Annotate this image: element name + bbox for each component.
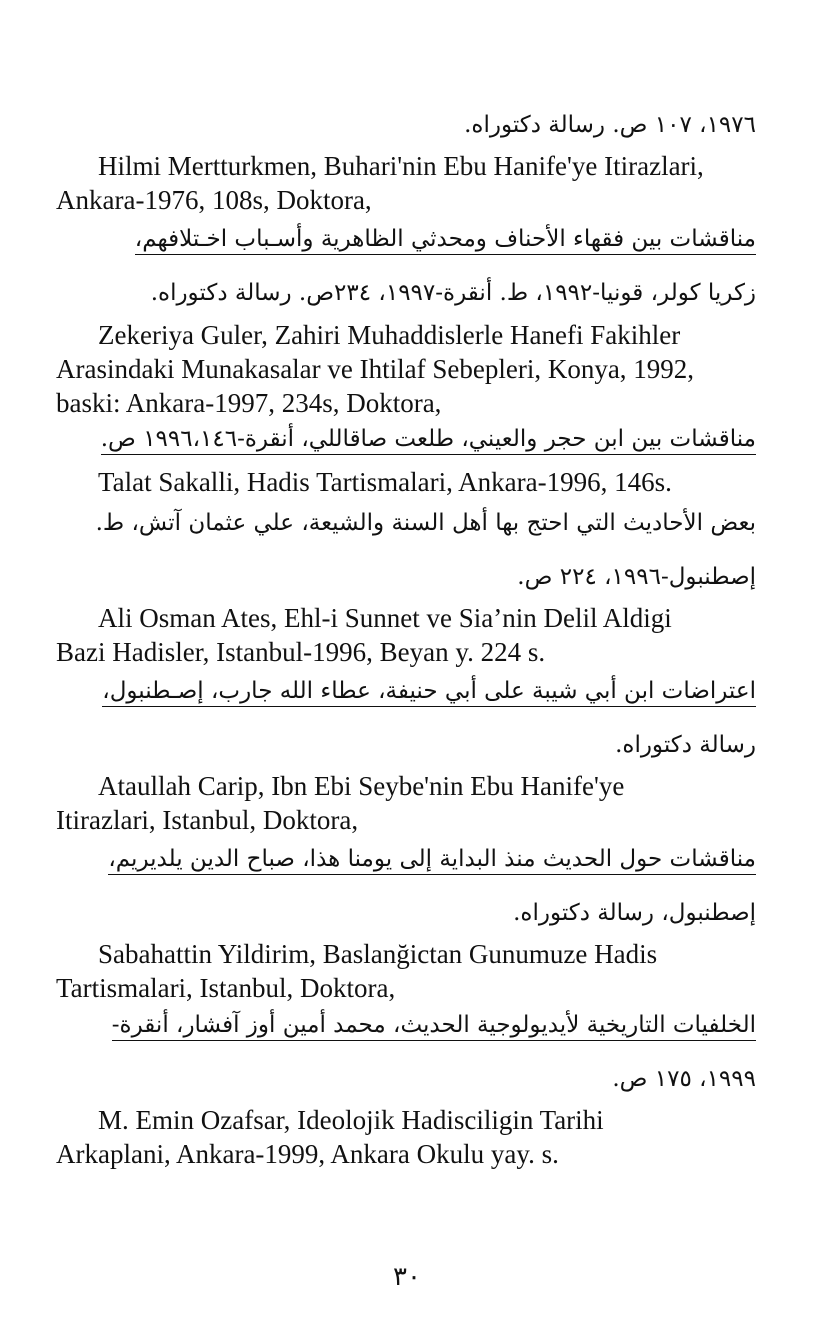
arabic-citation-line: زكريا كولر، قونيا-١٩٩٢، ط. أنقرة-١٩٩٧، ٢٣٤ص. رسالة دكتوراه. [150, 280, 756, 306]
arabic-title-line [102, 678, 756, 704]
arabic-title-line [112, 1012, 756, 1038]
arabic-citation-line: رسالة دكتوراه. [615, 732, 756, 758]
turkish-citation-line: Hilmi Mertturkmen, Buhari'nin Ebu Hanife'ye Itirazlari, [98, 151, 704, 181]
page-number: ٣٠ [393, 1262, 421, 1292]
arabic-citation-line: بعض الأحاديث التي احتج بها أهل السنة والشيعة، علي عثمان آتش، ط. [95, 510, 756, 536]
arabic-citation-line: ١٩٧٦، ١٠٧ ص. رسالة دكتوراه. [464, 112, 756, 138]
turkish-citation-line: Ankara-1976, 108s, Doktora, [56, 185, 372, 215]
arabic-citation-line: إصطنبول، رسالة دكتوراه. [513, 900, 756, 926]
arabic-citation-line [101, 426, 756, 452]
arabic-title-underlined: مناقشات حول الحديث منذ البداية إلى يومنا هذا، صباح الدين يلديريم، [108, 846, 756, 875]
turkish-citation-line: Zekeriya Guler, Zahiri Muhaddislerle Hanefi Fakihler [98, 320, 681, 350]
turkish-citation-line: M. Emin Ozafsar, Ideolojik Hadisciligin Tarihi [98, 1105, 604, 1135]
turkish-citation-line: Sabahattin Yildirim, Baslanğictan Gunumuze Hadis [98, 939, 658, 969]
arabic-title-underlined: اعتراضات ابن أبي شيبة على أبي حنيفة، عطاء الله جارب، إصـطنبول، [102, 678, 756, 707]
turkish-citation-line: Talat Sakalli, Hadis Tartismalari, Ankara-1996, 146s. [98, 467, 672, 497]
turkish-citation-line: Bazi Hadisler, Istanbul-1996, Beyan y. 224 s. [56, 637, 546, 667]
arabic-title-line [108, 846, 756, 872]
arabic-title-underlined: الخلفيات التاريخية لأيديولوجية الحديث، محمد أمين أوز آفشار، أنقرة- [112, 1012, 756, 1041]
turkish-citation-line: baski: Ankara-1997, 234s, Doktora, [56, 388, 442, 418]
arabic-citation-line: ١٩٩٩، ١٧٥ ص. [612, 1066, 756, 1092]
arabic-title-underlined: مناقشات بين فقهاء الأحناف ومحدثي الظاهرية وأسـباب اخـتلافهم، [135, 226, 756, 255]
turkish-citation-line: Itirazlari, Istanbul, Doktora, [56, 805, 359, 835]
turkish-citation-line: Tartismalari, Istanbul, Doktora, [56, 973, 396, 1003]
turkish-citation-line: Ali Osman Ates, Ehl-i Sunnet ve Sia’nin Delil Aldigi [98, 603, 672, 633]
turkish-citation-line: Ataullah Carip, Ibn Ebi Seybe'nin Ebu Hanife'ye [98, 771, 625, 801]
arabic-title-underlined: مناقشات بين ابن حجر والعيني، طلعت صاقاللي، أنقرة-١٩٩٦،١٤٦ ص. [101, 426, 756, 455]
turkish-citation-line: Arkaplani, Ankara-1999, Ankara Okulu yay. s. [56, 1139, 559, 1169]
turkish-citation-line: Arasindaki Munakasalar ve Ihtilaf Sebepleri, Konya, 1992, [56, 354, 695, 384]
arabic-citation-line: إصطنبول-١٩٩٦، ٢٢٤ ص. [517, 564, 756, 590]
arabic-title-line [135, 226, 756, 252]
